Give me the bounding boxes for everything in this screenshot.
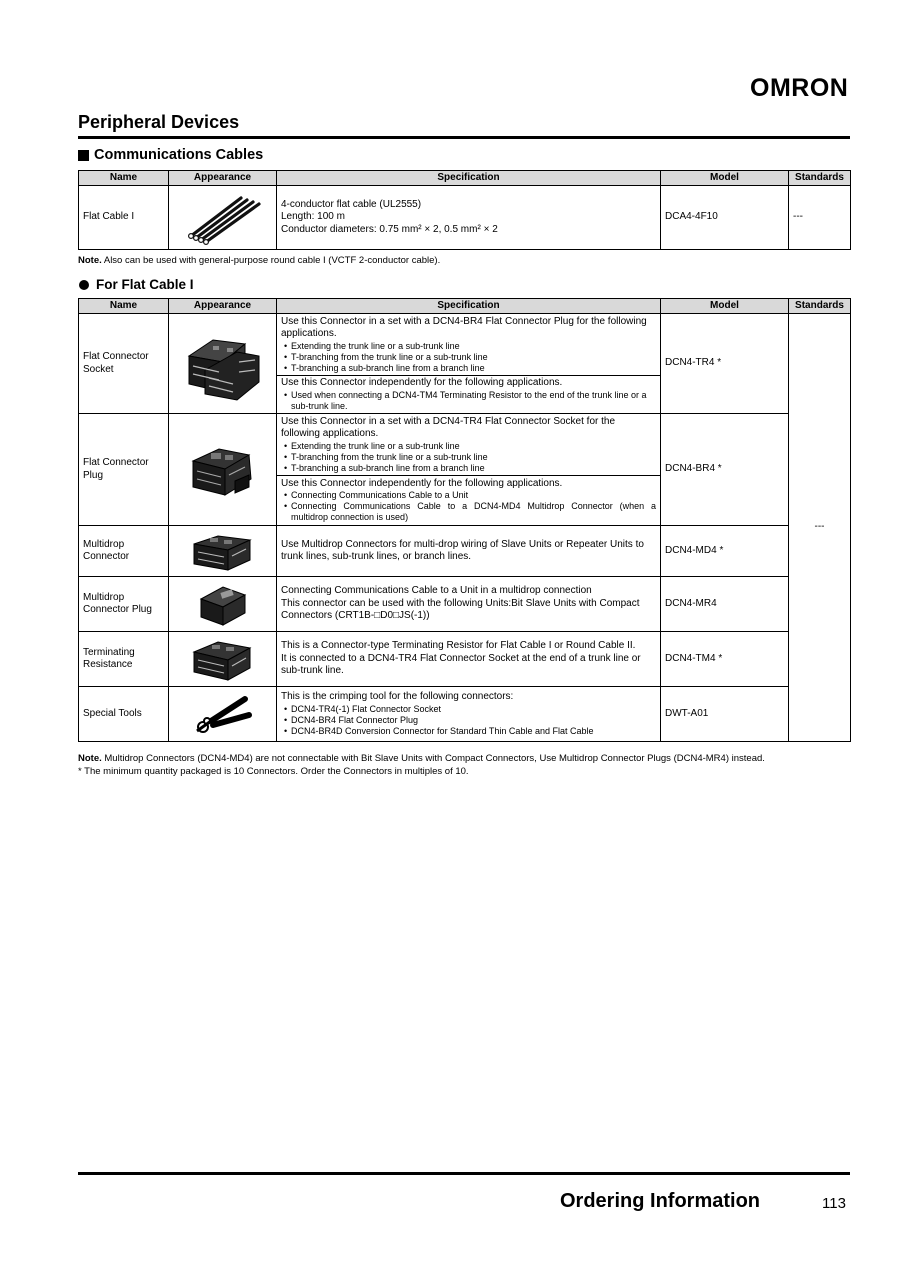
section-heading — [78, 147, 263, 163]
table-row — [79, 314, 851, 376]
spec-text: This is a Connector-type Terminating Resistor for Flat Cable I or Round Cable II. — [281, 640, 636, 652]
spec-bullet: • Extending the trunk line or a sub-trunk line — [281, 341, 656, 352]
cell-specification: Use Multidrop Connectors for multi-drop wiring of Slave Units or Repeater Units to trunk lines, sub-trunk lines, or branch lines. — [277, 526, 661, 577]
crimping-tool-image — [191, 691, 255, 737]
cell-appearance — [169, 186, 277, 250]
omron-logo — [750, 74, 850, 100]
spec-text: Use this Connector independently for the following applications. — [281, 377, 563, 389]
col-appearance: Appearance — [169, 299, 277, 314]
cell-model: DWT-A01 — [661, 687, 789, 742]
name-line: Plug — [83, 469, 104, 481]
spec-text: Use this Connector independently for the following applications. — [281, 477, 563, 489]
plug-image — [185, 435, 261, 505]
communications-cables-table — [78, 170, 851, 250]
title-rule — [78, 136, 850, 139]
page-number: 113 — [822, 1195, 846, 1212]
spec-line: Length: 100 m — [281, 211, 345, 223]
col-specification: Specification — [277, 299, 661, 314]
spec-bullet: • T-branching from the trunk line or a sub-trunk line — [281, 352, 656, 363]
cell-specification — [277, 632, 661, 687]
spec-text: Use this Connector in a set with a DCN4-TR4 Flat Connector Socket for the following applications. — [281, 415, 616, 439]
note-text: Also can be used with general-purpose round cable I (VCTF 2-conductor cable). — [101, 255, 441, 266]
footer-title: Ordering Information — [560, 1190, 760, 1212]
cell-specification — [277, 186, 661, 250]
cell-model: DCN4-TM4 * — [661, 632, 789, 687]
cell-appearance — [169, 526, 277, 577]
table-row — [79, 632, 851, 687]
multidrop-plug-image — [193, 579, 253, 629]
col-model: Model — [661, 171, 789, 186]
name-line: Connector — [83, 551, 130, 562]
cell-specification — [277, 687, 661, 742]
cell-specification — [277, 314, 661, 376]
name-line: Flat Connector — [83, 351, 149, 362]
square-bullet-icon — [78, 150, 89, 161]
cell-specification — [277, 376, 661, 414]
cell-standards: --- — [789, 314, 851, 742]
cell-name: Special Tools — [79, 687, 169, 742]
note-text: Multidrop Connectors (DCN4-MD4) are not connectable with Bit Slave Units with Compact Connectors, Use Multidrop Connector Plugs (DCN4-MR4) instead. — [101, 753, 765, 764]
terminating-resistor-image — [188, 634, 258, 684]
spec-text: This connector can be used with the following Units:Bit Slave Units with Compact Connectors (CRT1B-□D0□JS(-1)) — [281, 597, 640, 622]
table-row — [79, 577, 851, 632]
socket-image — [183, 322, 263, 406]
col-standards: Standards — [789, 171, 851, 186]
spec-bullet: • Connecting Communications Cable to a Unit — [281, 490, 656, 501]
cell-appearance — [169, 577, 277, 632]
circle-bullet-icon — [79, 280, 89, 290]
subsection-heading — [78, 277, 194, 292]
name-line: Resistance — [83, 659, 133, 670]
cell-standards: --- — [789, 186, 851, 250]
flat-cable-image — [183, 190, 263, 246]
note-quantity: * The minimum quantity packaged is 10 Connectors. Order the Connectors in multiples of 10. — [78, 766, 469, 777]
table-row — [79, 526, 851, 577]
spec-bullet: • T-branching a sub-branch line from a branch line — [281, 363, 656, 374]
note-label: Note. — [78, 753, 102, 764]
cell-appearance — [169, 632, 277, 687]
cell-name — [79, 632, 169, 687]
name-line: Terminating — [83, 646, 135, 658]
table-header — [79, 299, 851, 314]
col-model: Model — [661, 299, 789, 314]
cell-name — [79, 526, 169, 577]
cell-appearance — [169, 314, 277, 414]
spec-text: It is connected to a DCN4-TR4 Flat Connector Socket at the end of a trunk line or sub-trunk line. — [281, 652, 641, 677]
cell-model: DCA4-4F10 — [661, 186, 789, 250]
spec-bullet: • Extending the trunk line or a sub-trunk line — [281, 441, 656, 452]
cell-name — [79, 577, 169, 632]
table-header — [79, 171, 851, 186]
note-label: Note. — [78, 255, 102, 266]
spec-bullet: • Used when connecting a DCN4-TM4 Terminating Resistor to the end of the trunk line or a sub-trunk line. — [281, 390, 656, 412]
cell-specification — [277, 577, 661, 632]
svg-text:OMRON: OMRON — [750, 74, 849, 100]
spec-bullet: • T-branching a sub-branch line from a branch line — [281, 463, 656, 474]
spec-bullet: • T-branching from the trunk line or a sub-trunk line — [281, 452, 656, 463]
cell-name — [79, 414, 169, 526]
col-name: Name — [79, 171, 169, 186]
table-row — [79, 687, 851, 742]
cell-model: DCN4-TR4 * — [661, 314, 789, 414]
subsection-title: For Flat Cable I — [96, 277, 194, 292]
note-multidrop — [78, 753, 765, 764]
spec-bullet: • DCN4-BR4D Conversion Connector for Standard Thin Cable and Flat Cable — [281, 726, 656, 737]
name-line: Multidrop — [83, 591, 125, 603]
spec-bullet: • Connecting Communications Cable to a DCN4-MD4 Multidrop Connector (when a multidrop connection is used) — [281, 501, 656, 523]
col-appearance: Appearance — [169, 171, 277, 186]
spec-line: 4-conductor flat cable (UL2555) — [281, 198, 422, 210]
name-line: Flat Connector — [83, 457, 149, 468]
name-line: Socket — [83, 363, 114, 375]
cell-name — [79, 314, 169, 414]
spec-text: Connecting Communications Cable to a Unit in a multidrop connection — [281, 585, 592, 597]
table-row — [79, 186, 851, 250]
col-standards: Standards — [789, 299, 851, 314]
spec-line: Conductor diameters: 0.75 mm² × 2, 0.5 mm² × 2 — [281, 223, 498, 235]
table-row — [79, 414, 851, 476]
cell-model: DCN4-MD4 * — [661, 526, 789, 577]
cell-model: DCN4-BR4 * — [661, 414, 789, 526]
cell-appearance — [169, 687, 277, 742]
spec-bullet: • DCN4-BR4 Flat Connector Plug — [281, 715, 656, 726]
section-title: Communications Cables — [94, 147, 264, 163]
cell-appearance — [169, 414, 277, 526]
col-specification: Specification — [277, 171, 661, 186]
flat-cable-devices-table — [78, 298, 851, 742]
spec-bullet: • DCN4-TR4(-1) Flat Connector Socket — [281, 704, 656, 715]
name-line: Multidrop — [83, 538, 125, 550]
multidrop-connector-image — [188, 528, 258, 574]
spec-text: Use this Connector in a set with a DCN4-BR4 Flat Connector Plug for the following applications. — [281, 315, 647, 339]
spec-text: This is the crimping tool for the following connectors: — [281, 691, 514, 703]
footer-rule — [78, 1172, 850, 1175]
cell-model: DCN4-MR4 — [661, 577, 789, 632]
col-name: Name — [79, 299, 169, 314]
name-line: Connector Plug — [83, 604, 152, 615]
cell-name: Flat Cable I — [79, 186, 169, 250]
note-flat-cable — [78, 255, 440, 266]
cell-specification — [277, 414, 661, 476]
cell-specification — [277, 476, 661, 526]
page-title: Peripheral Devices — [78, 112, 240, 132]
